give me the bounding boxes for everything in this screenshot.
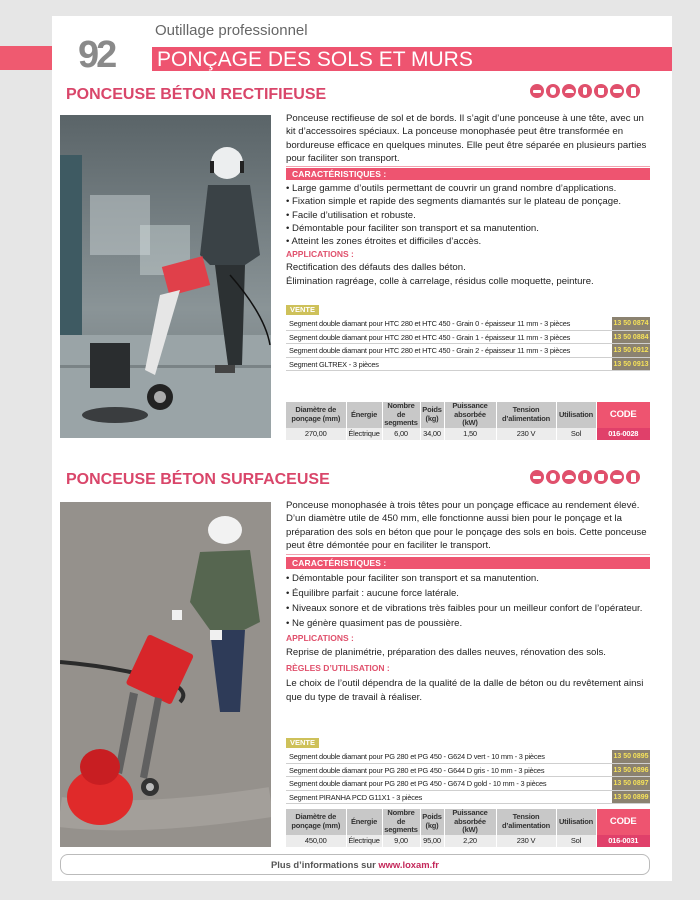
safety-icons bbox=[530, 470, 640, 484]
characteristic-item: • Atteint les zones étroites et difficiles d’accès. bbox=[286, 236, 482, 248]
divider bbox=[286, 554, 650, 555]
vente-list bbox=[286, 732, 650, 804]
footer-text: Plus d’informations sur bbox=[271, 859, 379, 870]
spec-value: Électrique bbox=[346, 835, 382, 847]
characteristic-item: • Large gamme d’outils permettant de couvrir un grand nombre d’applications. bbox=[286, 183, 617, 194]
spec-value: 95,00 bbox=[420, 835, 444, 847]
helmet-icon bbox=[562, 470, 576, 484]
characteristics-block bbox=[286, 557, 650, 704]
vente-item-code: 13 50 0896 bbox=[612, 764, 650, 777]
page-edge-tab bbox=[0, 46, 52, 70]
goggles-icon bbox=[610, 470, 624, 484]
characteristic-item: • Ne génère quasiment pas de poussière. bbox=[286, 618, 463, 629]
spec-header-code: CODE bbox=[596, 809, 650, 835]
footer-info bbox=[60, 854, 650, 875]
vente-row bbox=[286, 358, 650, 372]
vente-item-code: 13 50 0895 bbox=[612, 750, 650, 763]
page-number: 92 bbox=[78, 34, 115, 76]
spec-header-row bbox=[286, 809, 650, 835]
spec-header: Nombre de segments bbox=[382, 809, 420, 835]
product-title: PONCEUSE BÉTON RECTIFIEUSE bbox=[66, 86, 327, 103]
applications-header: APPLICATIONS : bbox=[286, 249, 354, 260]
spec-value: 270,00 bbox=[286, 428, 346, 440]
spec-header: Utilisation bbox=[556, 809, 596, 835]
characteristic-item: • Facile d’utilisation et robuste. bbox=[286, 209, 416, 221]
vente-row bbox=[286, 777, 650, 791]
spec-header: Puissance absorbée (kW) bbox=[444, 809, 496, 835]
spec-header: Puissance absorbée (kW) bbox=[444, 402, 496, 428]
spec-header: Tension d’alimentation bbox=[496, 402, 556, 428]
website-link[interactable]: www.loxam.fr bbox=[378, 859, 439, 870]
applications-header: APPLICATIONS : bbox=[286, 633, 354, 643]
spec-value: 1,50 bbox=[444, 428, 496, 440]
characteristics-block bbox=[286, 168, 650, 288]
coverall-icon bbox=[626, 470, 640, 484]
characteristic-item: • Fixation simple et rapide des segments diamantés sur le plateau de ponçage. bbox=[286, 196, 622, 208]
vente-tag: VENTE bbox=[286, 738, 319, 748]
spec-header: Utilisation bbox=[556, 402, 596, 428]
product-photo-rectifieuse bbox=[60, 115, 271, 438]
spec-table bbox=[286, 809, 650, 847]
divider bbox=[286, 166, 650, 167]
spec-header: Poids (kg) bbox=[420, 809, 444, 835]
vente-item-code: 13 50 0899 bbox=[612, 791, 650, 804]
characteristic-item: • Démontable pour faciliter son transport et sa manutention. bbox=[286, 573, 539, 584]
vente-tag: VENTE bbox=[286, 305, 319, 315]
spec-value: 2,20 bbox=[444, 835, 496, 847]
vente-item-label: Segment double diamant pour PG 280 et PG 450 - G674 D gold - 10 mm - 3 pièces bbox=[289, 779, 547, 788]
spec-value-row bbox=[286, 428, 650, 440]
vente-item-label: Segment GLTREX - 3 pièces bbox=[289, 359, 379, 369]
spec-header-row bbox=[286, 402, 650, 428]
product-code: 016-0028 bbox=[596, 428, 650, 440]
spec-header: Tension d’alimentation bbox=[496, 809, 556, 835]
spec-header: Énergie bbox=[346, 402, 382, 428]
spec-table bbox=[286, 402, 650, 440]
spec-value: 450,00 bbox=[286, 835, 346, 847]
vente-item-label: Segment double diamant pour HTC 280 et HTC 450 - Grain 1 - épaisseur 11 mm - 3 pièces bbox=[289, 332, 571, 342]
vente-item-code: 13 50 0913 bbox=[612, 358, 650, 371]
spec-header: Énergie bbox=[346, 809, 382, 835]
category-title: Outillage professionnel bbox=[155, 22, 308, 39]
rules-header: RÈGLES D’UTILISATION : bbox=[286, 663, 390, 673]
spec-value: 230 V bbox=[496, 428, 556, 440]
goggles-icon bbox=[610, 84, 624, 98]
application-item: Rectification des défauts des dalles béton. bbox=[286, 261, 466, 273]
vente-row bbox=[286, 791, 650, 805]
product-title: PONCEUSE BÉTON SURFACEUSE bbox=[66, 471, 330, 488]
ear-protection-icon bbox=[530, 470, 544, 484]
characteristic-item: • Niveaux sonore et de vibrations très faibles pour un meilleur confort de l’opérateur. bbox=[286, 603, 643, 614]
vente-row bbox=[286, 331, 650, 345]
boots-icon bbox=[594, 470, 608, 484]
spec-header: Diamètre de ponçage (mm) bbox=[286, 809, 346, 835]
gloves-icon bbox=[578, 84, 592, 98]
characteristics-header: CARACTÉRISTIQUES : bbox=[286, 557, 650, 569]
vente-row bbox=[286, 750, 650, 764]
safety-icons bbox=[530, 84, 640, 98]
section-title: PONÇAGE DES SOLS ET MURS bbox=[152, 47, 672, 71]
coverall-icon bbox=[626, 84, 640, 98]
vente-item-code: 13 50 0912 bbox=[612, 344, 650, 357]
vente-item-label: Segment double diamant pour PG 280 et PG 450 - G624 D vert - 10 mm - 3 pièces bbox=[289, 752, 545, 761]
characteristics-header: CARACTÉRISTIQUES : bbox=[286, 168, 650, 180]
spec-value: 9,00 bbox=[382, 835, 420, 847]
helmet-icon bbox=[562, 84, 576, 98]
vente-item-label: Segment double diamant pour HTC 280 et HTC 450 - Grain 2 - épaisseur 11 mm - 3 pièces bbox=[289, 346, 571, 355]
product-description: Ponceuse rectifieuse de sol et de bords. Il s’agit d’une ponceuse à une tête, avec un kit d’accessoires spéciaux. La ponceuse monophasée peut être transformée en bordureuse efficace en quelques minutes. Elle peut être séparée en plusieurs parties pour faciliter son transport. bbox=[286, 113, 647, 165]
rules-text: Le choix de l’outil dépendra de la qualité de la dalle de béton ou du revêtement ainsi que du type de travail à réaliser. bbox=[286, 678, 644, 703]
vente-row bbox=[286, 764, 650, 778]
vente-list bbox=[286, 299, 650, 371]
application-item: Élimination ragréage, colle à carrelage, résidus colle moquette, peinture. bbox=[286, 275, 594, 287]
catalog-page bbox=[52, 16, 672, 881]
mask-icon bbox=[546, 84, 560, 98]
application-item: Reprise de planimétrie, préparation des dalles neuves, rénovation des sols. bbox=[286, 647, 606, 658]
product-code: 016-0031 bbox=[596, 835, 650, 847]
product-photo-surfaceuse bbox=[60, 502, 271, 847]
spec-value: Sol bbox=[556, 428, 596, 440]
spec-value: Sol bbox=[556, 835, 596, 847]
spec-header-code: CODE bbox=[596, 402, 650, 428]
spec-header: Poids (kg) bbox=[420, 402, 444, 428]
spec-value: 230 V bbox=[496, 835, 556, 847]
spec-value-row bbox=[286, 835, 650, 847]
vente-item-label: Segment double diamant pour HTC 280 et HTC 450 - Grain 0 - épaisseur 11 mm - 3 pièces bbox=[289, 319, 571, 328]
characteristic-item: • Démontable pour faciliter son transport et sa manutention. bbox=[286, 222, 539, 234]
vente-row bbox=[286, 344, 650, 358]
vente-row bbox=[286, 317, 650, 331]
spec-header: Nombre de segments bbox=[382, 402, 420, 428]
vente-item-code: 13 50 0884 bbox=[612, 331, 650, 344]
spec-value: Électrique bbox=[346, 428, 382, 440]
ear-protection-icon bbox=[530, 84, 544, 98]
mask-icon bbox=[546, 470, 560, 484]
vente-item-label: Segment double diamant pour PG 280 et PG 450 - G644 D gris - 10 mm - 3 pièces bbox=[289, 765, 545, 775]
vente-item-label: Segment PIRANHA PCD G11X1 - 3 pièces bbox=[289, 792, 423, 802]
gloves-icon bbox=[578, 470, 592, 484]
spec-value: 34,00 bbox=[420, 428, 444, 440]
characteristic-item: • Équilibre parfait : aucune force latérale. bbox=[286, 588, 459, 599]
spec-value: 6,00 bbox=[382, 428, 420, 440]
vente-item-code: 13 50 0897 bbox=[612, 777, 650, 790]
vente-item-code: 13 50 0874 bbox=[612, 317, 650, 330]
boots-icon bbox=[594, 84, 608, 98]
product-description: Ponceuse monophasée à trois têtes pour un ponçage efficace au rendement élevé. D’un diamètre utile de 450 mm, elle fonctionne aussi bien pour le ponçage et la préparation des sols en béton que pour le ponçage des sols en bois. Cette ponceuse peut être démontée pour en faciliter le transport. bbox=[286, 500, 647, 552]
spec-header: Diamètre de ponçage (mm) bbox=[286, 402, 346, 428]
